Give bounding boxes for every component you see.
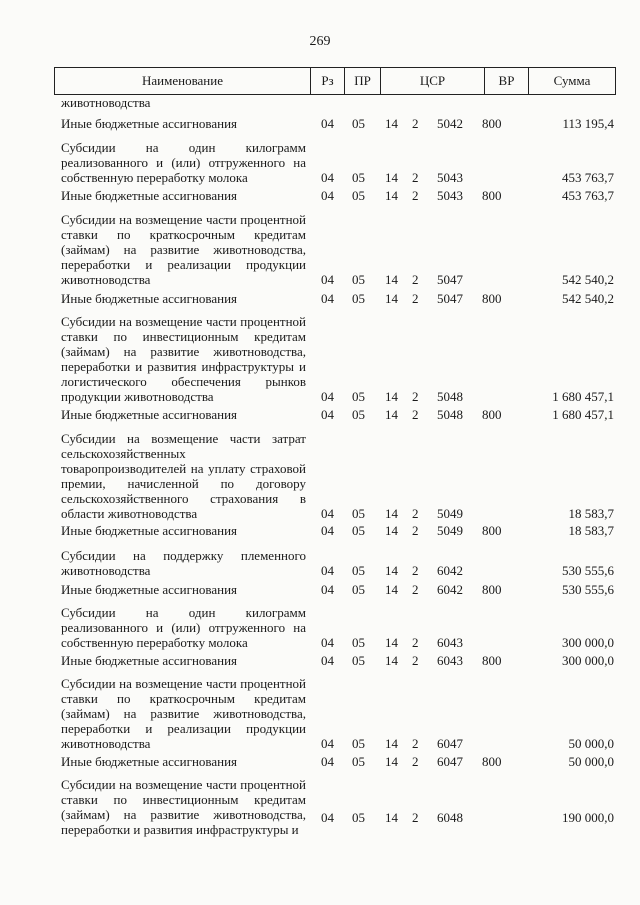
row-vr: 800 bbox=[482, 653, 502, 668]
table-row bbox=[0, 548, 640, 578]
row-rz: 04 bbox=[321, 506, 334, 521]
row-name: Иные бюджетные ассигнования bbox=[61, 116, 238, 131]
table-row bbox=[0, 407, 640, 422]
table-row bbox=[0, 212, 640, 287]
table-row bbox=[0, 653, 640, 668]
row-sum: 453 763,7 bbox=[562, 170, 614, 185]
row-name: Субсидии на возмещение части затрат сельскохозяйственных товаропроизводителей на уплату страховой премии, начисленной по договору сельскохозяйственного страхования в области животноводства bbox=[61, 431, 306, 521]
row-csr-subprogram: 2 bbox=[412, 170, 419, 185]
row-pr: 05 bbox=[352, 754, 365, 769]
header-vr: ВР bbox=[485, 68, 529, 94]
row-rz: 04 bbox=[321, 736, 334, 751]
row-sum: 50 000,0 bbox=[568, 736, 614, 751]
row-csr-subprogram: 2 bbox=[412, 116, 419, 131]
row-csr-code: 6043 bbox=[437, 653, 463, 668]
row-csr-subprogram: 2 bbox=[412, 291, 419, 306]
row-rz: 04 bbox=[321, 754, 334, 769]
row-csr-subprogram: 2 bbox=[412, 272, 419, 287]
row-pr: 05 bbox=[352, 506, 365, 521]
row-csr-program: 14 bbox=[385, 116, 398, 131]
row-csr-code: 6047 bbox=[437, 736, 463, 751]
row-csr-code: 5043 bbox=[437, 170, 463, 185]
row-name: животноводства bbox=[61, 95, 151, 110]
row-csr-subprogram: 2 bbox=[412, 563, 419, 578]
row-csr-subprogram: 2 bbox=[412, 188, 419, 203]
row-sum: 530 555,6 bbox=[562, 563, 614, 578]
page-number: 269 bbox=[309, 34, 331, 49]
row-rz: 04 bbox=[321, 523, 334, 538]
row-rz: 04 bbox=[321, 563, 334, 578]
row-name: Субсидии на возмещение части процентной ставки по инвестиционным кредитам (займам) на развитие животноводства, переработки и развития инфраструктуры и логистического обеспечения рынков продукции животноводства bbox=[61, 314, 306, 404]
table-row bbox=[0, 777, 640, 837]
row-csr-code: 5043 bbox=[437, 188, 463, 203]
row-csr-subprogram: 2 bbox=[412, 407, 419, 422]
row-sum: 190 000,0 bbox=[562, 810, 614, 825]
row-csr-code: 5048 bbox=[437, 389, 463, 404]
row-name: Субсидии на возмещение части процентной ставки по краткосрочным кредитам (займам) на развитие животноводства, переработки и реализации продукции животноводства bbox=[61, 676, 306, 751]
row-sum: 300 000,0 bbox=[562, 635, 614, 650]
row-csr-program: 14 bbox=[385, 582, 398, 597]
row-sum: 453 763,7 bbox=[562, 188, 614, 203]
row-csr-program: 14 bbox=[385, 523, 398, 538]
row-sum: 18 583,7 bbox=[568, 506, 614, 521]
table-row bbox=[0, 523, 640, 538]
row-pr: 05 bbox=[352, 291, 365, 306]
row-pr: 05 bbox=[352, 635, 365, 650]
row-pr: 05 bbox=[352, 170, 365, 185]
row-name: Иные бюджетные ассигнования bbox=[61, 523, 238, 538]
header-rz: Рз bbox=[311, 68, 345, 94]
row-sum: 530 555,6 bbox=[562, 582, 614, 597]
table-row bbox=[0, 95, 640, 110]
row-csr-program: 14 bbox=[385, 653, 398, 668]
row-rz: 04 bbox=[321, 653, 334, 668]
row-rz: 04 bbox=[321, 188, 334, 203]
row-sum: 18 583,7 bbox=[568, 523, 614, 538]
row-vr: 800 bbox=[482, 582, 502, 597]
row-csr-code: 5048 bbox=[437, 407, 463, 422]
row-name: Иные бюджетные ассигнования bbox=[61, 188, 238, 203]
header-sum: Сумма bbox=[553, 73, 591, 88]
row-sum: 542 540,2 bbox=[562, 272, 614, 287]
row-csr-program: 14 bbox=[385, 170, 398, 185]
row-sum: 1 680 457,1 bbox=[552, 389, 614, 404]
row-pr: 05 bbox=[352, 272, 365, 287]
table-row bbox=[0, 605, 640, 650]
table-row bbox=[0, 188, 640, 203]
row-name: Субсидии на поддержку племенного животноводства bbox=[61, 548, 306, 578]
row-rz: 04 bbox=[321, 170, 334, 185]
row-name: Иные бюджетные ассигнования bbox=[61, 582, 238, 597]
row-rz: 04 bbox=[321, 582, 334, 597]
row-csr-program: 14 bbox=[385, 810, 398, 825]
row-pr: 05 bbox=[352, 116, 365, 131]
row-name: Субсидии на один килограмм реализованного и (или) отгруженного на собственную переработку молока bbox=[61, 605, 306, 650]
row-vr: 800 bbox=[482, 116, 502, 131]
row-csr-code: 6042 bbox=[437, 563, 463, 578]
row-csr-subprogram: 2 bbox=[412, 582, 419, 597]
table-row bbox=[0, 431, 640, 521]
row-csr-program: 14 bbox=[385, 506, 398, 521]
row-name: Иные бюджетные ассигнования bbox=[61, 754, 238, 769]
row-csr-program: 14 bbox=[385, 291, 398, 306]
table-row bbox=[0, 291, 640, 306]
row-csr-subprogram: 2 bbox=[412, 736, 419, 751]
row-csr-code: 5047 bbox=[437, 291, 463, 306]
row-rz: 04 bbox=[321, 272, 334, 287]
row-name: Субсидии на возмещение части процентной ставки по краткосрочным кредитам (займам) на развитие животноводства, переработки и реализации продукции животноводства bbox=[61, 212, 306, 287]
row-csr-code: 5049 bbox=[437, 523, 463, 538]
row-csr-program: 14 bbox=[385, 563, 398, 578]
row-csr-code: 6043 bbox=[437, 635, 463, 650]
row-csr-program: 14 bbox=[385, 188, 398, 203]
row-pr: 05 bbox=[352, 653, 365, 668]
row-csr-code: 6042 bbox=[437, 582, 463, 597]
row-sum: 300 000,0 bbox=[562, 653, 614, 668]
row-name: Субсидии на один килограмм реализованного и (или) отгруженного на собственную переработку молока bbox=[61, 140, 306, 185]
row-csr-code: 5049 bbox=[437, 506, 463, 521]
row-rz: 04 bbox=[321, 810, 334, 825]
header-pr: ПР bbox=[345, 68, 381, 94]
row-pr: 05 bbox=[352, 523, 365, 538]
row-rz: 04 bbox=[321, 116, 334, 131]
row-pr: 05 bbox=[352, 810, 365, 825]
row-name: Субсидии на возмещение части процентной ставки по инвестиционным кредитам (займам) на развитие животноводства, переработки и развития инфраструктуры и bbox=[61, 777, 306, 837]
row-name: Иные бюджетные ассигнования bbox=[61, 653, 238, 668]
row-csr-code: 6048 bbox=[437, 810, 463, 825]
row-csr-program: 14 bbox=[385, 389, 398, 404]
row-pr: 05 bbox=[352, 389, 365, 404]
row-sum: 113 195,4 bbox=[562, 116, 614, 131]
header-name: Наименование bbox=[55, 68, 311, 94]
row-csr-program: 14 bbox=[385, 635, 398, 650]
row-vr: 800 bbox=[482, 754, 502, 769]
row-pr: 05 bbox=[352, 563, 365, 578]
table-row bbox=[0, 116, 640, 131]
row-csr-subprogram: 2 bbox=[412, 810, 419, 825]
table-header bbox=[54, 67, 616, 95]
table-row bbox=[0, 676, 640, 751]
table-row bbox=[0, 140, 640, 185]
row-csr-program: 14 bbox=[385, 736, 398, 751]
row-rz: 04 bbox=[321, 291, 334, 306]
row-rz: 04 bbox=[321, 635, 334, 650]
row-rz: 04 bbox=[321, 389, 334, 404]
row-csr-code: 5047 bbox=[437, 272, 463, 287]
header-csr: ЦСР bbox=[381, 68, 485, 94]
row-vr: 800 bbox=[482, 407, 502, 422]
row-csr-code: 6047 bbox=[437, 754, 463, 769]
table-row bbox=[0, 754, 640, 769]
row-sum: 542 540,2 bbox=[562, 291, 614, 306]
table-row bbox=[0, 314, 640, 404]
row-pr: 05 bbox=[352, 736, 365, 751]
row-csr-subprogram: 2 bbox=[412, 653, 419, 668]
table-row bbox=[0, 582, 640, 597]
row-vr: 800 bbox=[482, 523, 502, 538]
row-csr-subprogram: 2 bbox=[412, 635, 419, 650]
row-csr-program: 14 bbox=[385, 754, 398, 769]
row-vr: 800 bbox=[482, 188, 502, 203]
row-pr: 05 bbox=[352, 188, 365, 203]
row-pr: 05 bbox=[352, 407, 365, 422]
row-name: Иные бюджетные ассигнования bbox=[61, 407, 238, 422]
row-csr-program: 14 bbox=[385, 407, 398, 422]
row-rz: 04 bbox=[321, 407, 334, 422]
row-csr-code: 5042 bbox=[437, 116, 463, 131]
row-sum: 50 000,0 bbox=[568, 754, 614, 769]
table-body bbox=[0, 95, 640, 837]
row-csr-program: 14 bbox=[385, 272, 398, 287]
row-pr: 05 bbox=[352, 582, 365, 597]
row-sum: 1 680 457,1 bbox=[552, 407, 614, 422]
row-vr: 800 bbox=[482, 291, 502, 306]
row-csr-subprogram: 2 bbox=[412, 389, 419, 404]
row-csr-subprogram: 2 bbox=[412, 506, 419, 521]
row-name: Иные бюджетные ассигнования bbox=[61, 291, 238, 306]
row-csr-subprogram: 2 bbox=[412, 523, 419, 538]
row-csr-subprogram: 2 bbox=[412, 754, 419, 769]
